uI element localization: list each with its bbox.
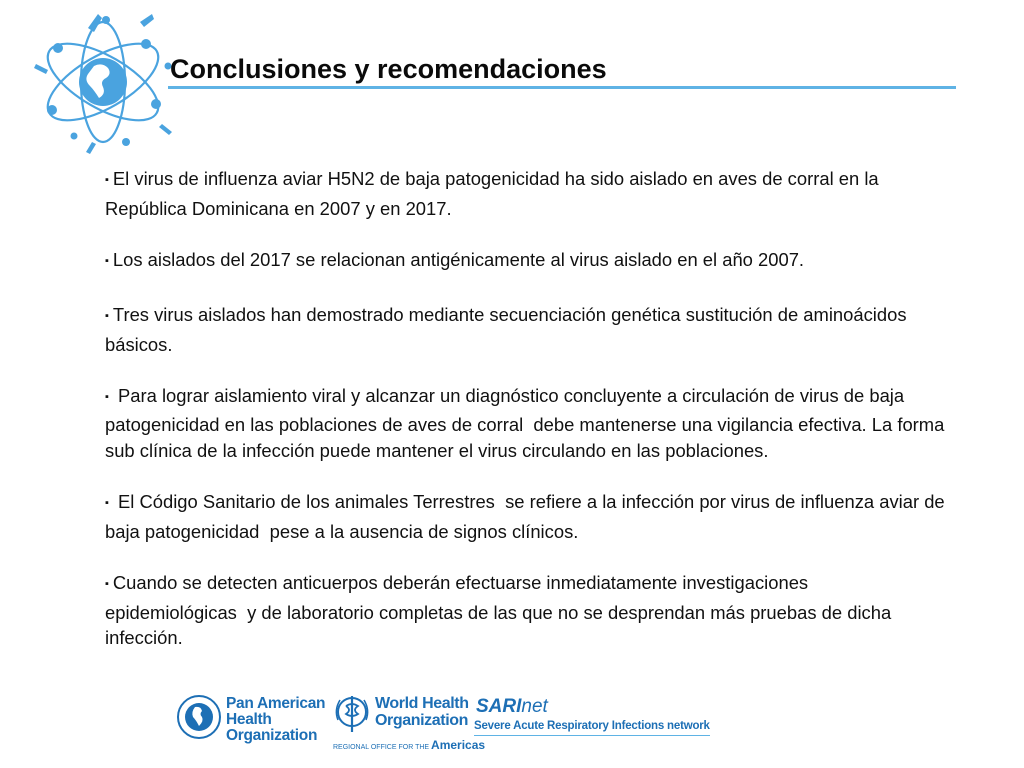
list-item xyxy=(105,302,945,357)
title-underline xyxy=(168,86,956,89)
bullet-marker-icon: ▪ xyxy=(105,577,109,590)
bullet-marker-icon: ▪ xyxy=(105,309,109,322)
bullet-text: Para lograr aislamiento viral y alcanzar un diagnóstico concluyente a circulación de virus de baja patogenicidad en las poblaciones de aves de corral debe mantenerse una vigilancia efectiva. La forma sub clínica de la infección puede mantener el virus circulando en las poblaciones. xyxy=(105,384,950,461)
bullet-text: El Código Sanitario de los animales Terrestres se refiere a la infección por virus de influenza aviar de baja patogenicidad pese a la ausencia de signos clínicos. xyxy=(105,491,950,542)
bullet-marker-icon: ▪ xyxy=(105,390,109,403)
bullet-marker-icon: ▪ xyxy=(105,254,109,267)
sarinet-logo-text: SARInet xyxy=(476,696,548,717)
bullet-text: Cuando se detecten anticuerpos deberán efectuarse inmediatamente investigaciones epidemiológicas y de laboratorio completas de las que no se desprendan más pruebas de dicha infección. xyxy=(105,571,897,649)
footer-logos xyxy=(170,690,730,756)
who-emblem-logo-icon xyxy=(330,692,374,736)
sarinet-subtitle: Severe Acute Respiratory Infections network xyxy=(474,720,710,732)
bullet-text: El virus de influenza aviar H5N2 de baja patogenicidad ha sido aislado en aves de corral en la República Dominicana en 2007 y en 2017. xyxy=(105,168,879,219)
bullet-marker-icon: ▪ xyxy=(105,497,109,510)
list-item xyxy=(105,570,945,651)
list-item xyxy=(105,166,945,221)
bullet-text: Tres virus aislados han demostrado mediante secuenciación genética sustitución de aminoácidos básicos. xyxy=(105,303,907,355)
paho-globe-logo-icon xyxy=(176,694,222,740)
sarinet-underline xyxy=(474,735,710,736)
bullet-marker-icon: ▪ xyxy=(105,174,109,186)
globe-emblem-icon xyxy=(28,4,178,154)
who-logo-text: World Health Organization xyxy=(375,695,469,729)
page-title: Conclusiones y recomendaciones xyxy=(170,54,607,84)
bullet-text: Los aislados del 2017 se relacionan antigénicamente al virus aislado en el año 2007. xyxy=(112,248,805,270)
list-item xyxy=(105,247,945,277)
list-item xyxy=(105,489,950,544)
who-regional-office: REGIONAL OFFICE FOR THE Americas xyxy=(333,738,486,752)
paho-logo-text: Pan American Health Organization xyxy=(226,695,326,744)
conclusions-list xyxy=(105,166,950,651)
list-item xyxy=(105,383,950,464)
